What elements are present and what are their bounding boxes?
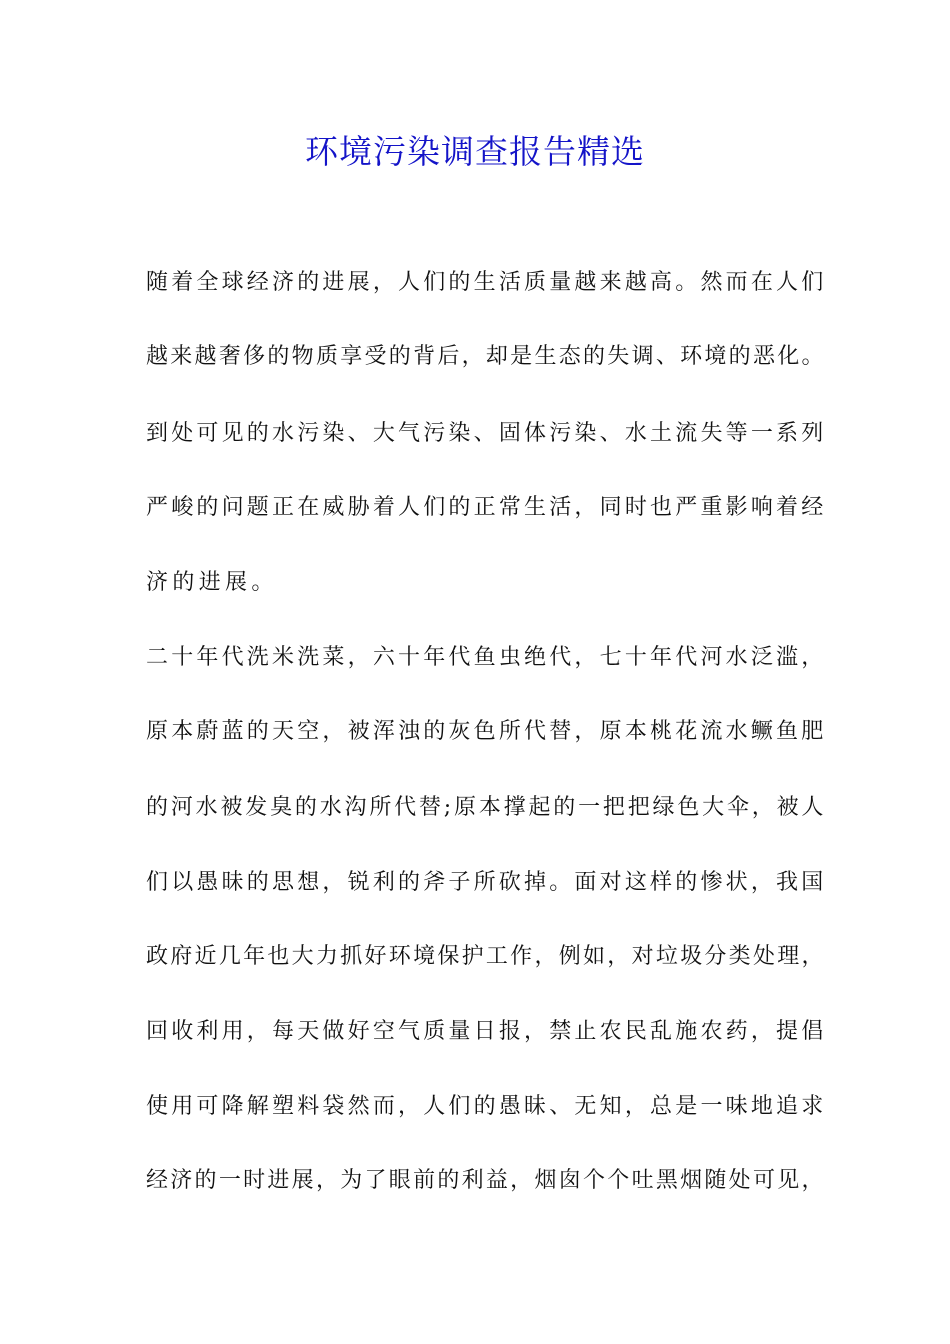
- paragraph-2-line-1: 二十年代洗米洗菜，六十年代鱼虫绝代，七十年代河水泛滥，: [146, 645, 827, 670]
- paragraph-1-line-5: 济的进展。: [146, 570, 278, 595]
- paragraph-2-line-7: 使用可降解塑料袋然而，人们的愚昧、无知，总是一味地追求: [146, 1094, 827, 1119]
- paragraph-2-line-4: 们以愚昧的思想，锐利的斧子所砍掉。面对这样的惨状，我国: [146, 870, 827, 895]
- paragraph-2-line-8: 经济的一时进展，为了眼前的利益，烟囱个个吐黑烟随处可见，: [146, 1168, 826, 1193]
- paragraph-1-line-3: 到处可见的水污染、大气污染、固体污染、水土流失等一系列: [146, 421, 827, 446]
- paragraph-1-line-2: 越来越奢侈的物质享受的背后，却是生态的失调、环境的恶化。: [146, 344, 826, 369]
- paragraph-2-line-5: 政府近几年也大力抓好环境保护工作，例如，对垃圾分类处理，: [146, 944, 826, 969]
- paragraph-2-line-3: 的河水被发臭的水沟所代替;原本撑起的一把把绿色大伞，被人: [146, 795, 827, 820]
- document-title: 环境污染调查报告精选: [305, 132, 645, 171]
- paragraph-1-line-4: 严峻的问题正在威胁着人们的正常生活，同时也严重影响着经: [146, 495, 827, 520]
- paragraph-2-line-2: 原本蔚蓝的天空，被浑浊的灰色所代替，原本桃花流水鳜鱼肥: [146, 719, 827, 744]
- paragraph-2-line-6: 回收利用，每天做好空气质量日报，禁止农民乱施农药，提倡: [146, 1019, 827, 1044]
- paragraph-1-line-1: 随着全球经济的进展，人们的生活质量越来越高。然而在人们: [146, 270, 827, 295]
